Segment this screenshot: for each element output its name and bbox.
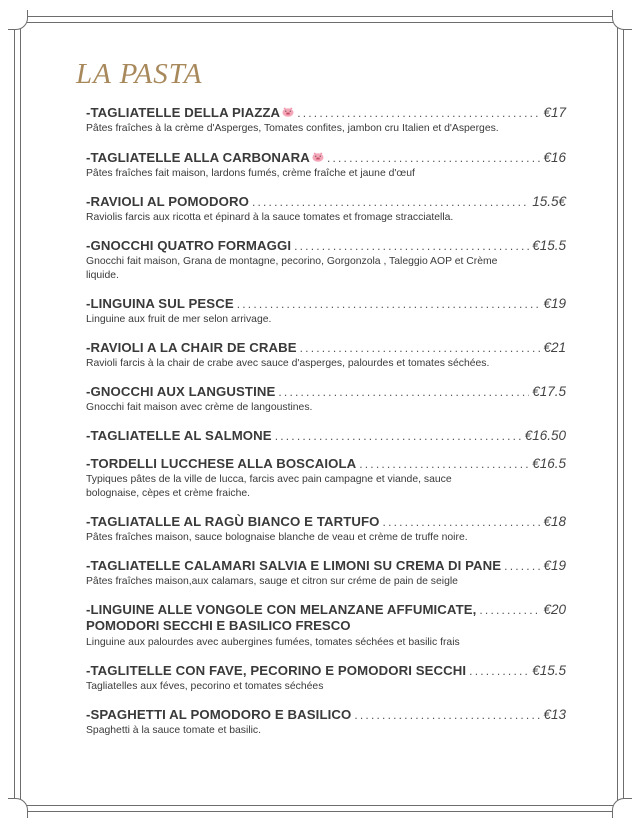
menu-item-description: Linguine aux fruit de mer selon arrivage. (86, 314, 272, 325)
menu-item-row (86, 428, 566, 443)
menu-item-row (86, 384, 566, 399)
dot-leader (354, 708, 540, 722)
dot-leader (383, 515, 541, 529)
dot-leader (327, 151, 541, 165)
menu-item-name: -TAGLIATALLE AL RAGÙ BIANCO E TARTUFO (86, 514, 380, 529)
menu-item-price: €19 (543, 558, 566, 573)
menu-item (86, 296, 566, 327)
menu-item-description: Ravioli farcis à la chair de crabe avec sauce d'asperges, palourdes et tomates séchées. (86, 358, 490, 369)
menu-item-description: Linguine aux palourdes avec aubergines fumées, tomates séchées et basilic frais (86, 637, 460, 648)
menu-item-row (86, 194, 566, 209)
menu-item-price: €13 (543, 707, 566, 722)
menu-item-price: 15.5€ (532, 194, 566, 209)
dot-leader (469, 664, 529, 678)
menu-list (86, 104, 566, 751)
menu-item-price: €17 (543, 105, 566, 120)
menu-item-description: Spaghetti à la sauce tomate et basilic. (86, 725, 262, 736)
menu-item-name: -SPAGHETTI AL POMODORO E BASILICO (86, 707, 352, 722)
menu-item (86, 194, 566, 225)
menu-item-description: Pâtes fraîches maison, sauce bolognaise blanche de veau et crème de truffe noire. (86, 532, 468, 543)
menu-item-name: -TORDELLI LUCCHESE ALLA BOSCAIOLA (86, 456, 357, 471)
menu-item-name: -RAVIOLI AL POMODORO (86, 194, 249, 209)
menu-item-price: €21 (543, 340, 566, 355)
menu-item-price: €16.50 (524, 428, 566, 443)
menu-item-row (86, 340, 566, 355)
menu-item-price: €18 (543, 514, 566, 529)
menu-item-name: -RAVIOLI A LA CHAIR DE CRABE (86, 340, 297, 355)
menu-item-row (86, 602, 566, 617)
menu-item (86, 104, 566, 136)
dot-leader (297, 106, 540, 120)
menu-item (86, 663, 566, 694)
menu-item-price: €15.5 (532, 238, 566, 253)
menu-item (86, 428, 566, 443)
dot-leader (275, 429, 522, 443)
menu-item-description: Tagliatelles aux féves, pecorino et tomates séchées (86, 681, 324, 692)
menu-item-row (86, 104, 566, 120)
menu-item-name: -TAGLIATELLE DELLA PIAZZA (86, 105, 281, 120)
dot-leader (278, 385, 529, 399)
menu-item-description: Typiques pâtes de la ville de lucca, farcis avec pain campagne et viande, sauce bolognaise, cèpes et crème fraiche. (86, 474, 452, 499)
menu-item-description: Gnocchi fait maison avec crème de langoustines. (86, 402, 313, 413)
dot-leader (504, 559, 540, 573)
menu-item-price: €15.5 (532, 663, 566, 678)
menu-item-price: €16 (543, 150, 566, 165)
menu-item-row (86, 456, 566, 471)
menu-item-row (86, 296, 566, 311)
dot-leader (300, 341, 541, 355)
dot-leader (252, 195, 529, 209)
menu-item-row (86, 707, 566, 722)
menu-item (86, 456, 566, 501)
menu-item-name: -LINGUINE ALLE VONGOLE CON MELANZANE AFFUMICATE, (86, 602, 477, 617)
menu-item (86, 238, 566, 283)
menu-item (86, 384, 566, 415)
menu-item-description: Pâtes fraîches maison,aux calamars, sauge et citron sur créme de pain de seigle (86, 576, 458, 587)
pig-icon (282, 104, 294, 114)
menu-item (86, 707, 566, 738)
menu-item-name: -TAGLIATELLE CALAMARI SALVIA E LIMONI SU CREMA DI PANE (86, 558, 502, 573)
menu-item-name: -GNOCCHI QUATRO FORMAGGI (86, 238, 292, 253)
menu-item-description: Pâtes fraîches à la crème d'Asperges, Tomates confites, jambon cru Italien et d'Asperges. (86, 123, 499, 134)
menu-item-row (86, 663, 566, 678)
page-title: LA PASTA (76, 58, 203, 90)
menu-item (86, 514, 566, 545)
menu-item-name: -TAGLIATELLE ALLA CARBONARA (86, 150, 310, 165)
menu-item-row (86, 238, 566, 253)
menu-item-row (86, 514, 566, 529)
menu-item-description: Pâtes fraîches fait maison, lardons fumés, crème fraîche et jaune d'œuf (86, 168, 415, 179)
menu-item (86, 558, 566, 589)
menu-item-description: Raviolis farcis aux ricotta et épinard à la sauce tomates et fromage stracciatella. (86, 212, 454, 223)
pig-icon (312, 149, 324, 159)
dot-leader (237, 297, 541, 311)
dot-leader (359, 457, 529, 471)
menu-item-name: -LINGUINA SUL PESCE (86, 296, 234, 311)
menu-item (86, 149, 566, 181)
dot-leader (294, 239, 529, 253)
menu-item-price: €19 (543, 296, 566, 311)
menu-item-name: -TAGLIATELLE AL SALMONE (86, 428, 272, 443)
menu-item-name: -GNOCCHI AUX LANGUSTINE (86, 384, 276, 399)
menu-item-price: €20 (543, 602, 566, 617)
menu-item-price: €16.5 (532, 456, 566, 471)
menu-item-row (86, 149, 566, 165)
dot-leader (479, 603, 540, 617)
menu-item-description: Gnocchi fait maison, Grana de montagne, pecorino, Gorgonzola , Taleggio AOP et Crème liquide. (86, 256, 498, 281)
menu-item (86, 340, 566, 371)
menu-item-price: €17.5 (532, 384, 566, 399)
corner-ornament-bottom-right (612, 798, 632, 818)
menu-item-name-continued: POMODORI SECCHI E BASILICO FRESCO (86, 618, 351, 633)
menu-item-row (86, 558, 566, 573)
menu-item-name: -TAGLITELLE CON FAVE, PECORINO E POMODORI SECCHI (86, 663, 467, 678)
menu-item (86, 602, 566, 650)
